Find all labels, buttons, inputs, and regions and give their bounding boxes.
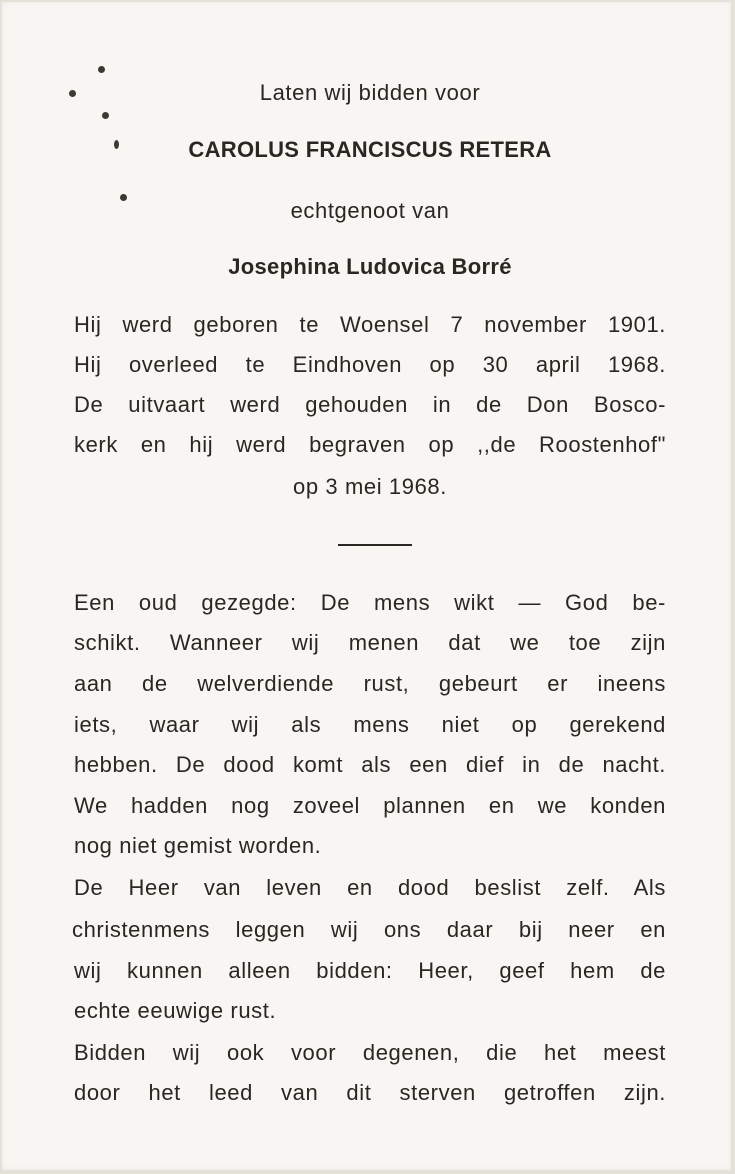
reflection-line: schikt. Wanneer wij menen dat we toe zijn [74,630,666,655]
fact-line: Hij werd geboren te Woensel 7 november 1901. [74,312,666,337]
stain-spot [98,66,105,73]
fact-line: Hij overleed te Eindhoven op 30 april 1968. [74,352,666,377]
reflection-line: De Heer van leven en dood beslist zelf. Als [74,875,666,900]
memorial-card [2,2,731,1170]
stain-spot [102,112,109,119]
reflection-line: christenmens leggen wij ons daar bij neer en [72,917,666,942]
relation-line: echtgenoot van [290,198,450,223]
spouse-name: Josephina Ludovica Borré [228,254,512,279]
reflection-line: aan de welverdiende rust, gebeurt er ineens [74,671,666,696]
reflection-line: echte eeuwige rust. [74,998,277,1023]
reflection-line: wij kunnen alleen bidden: Heer, geef hem de [74,958,666,983]
reflection-line: door het leed van dit sterven getroffen zijn. [74,1080,666,1105]
deceased-name: CAROLUS FRANCISCUS RETERA [188,137,552,162]
fact-line: kerk en hij werd begraven op ,,de Roostenhof" [74,432,666,457]
reflection-line: Een oud gezegde: De mens wikt — God be- [74,590,666,615]
intro-line: Laten wij bidden voor [259,80,481,105]
reflection-line: iets, waar wij als mens niet op gerekend [74,712,666,737]
fact-line: op 3 mei 1968. [293,474,447,499]
reflection-line: We hadden nog zoveel plannen en we konden [74,793,666,818]
reflection-line: nog niet gemist worden. [74,833,322,858]
fact-line: De uitvaart werd gehouden in de Don Bosco- [74,392,666,417]
reflection-line: Bidden wij ook voor degenen, die het meest [74,1040,666,1065]
divider [338,544,412,546]
reflection-line: hebben. De dood komt als een dief in de nacht. [74,752,666,777]
